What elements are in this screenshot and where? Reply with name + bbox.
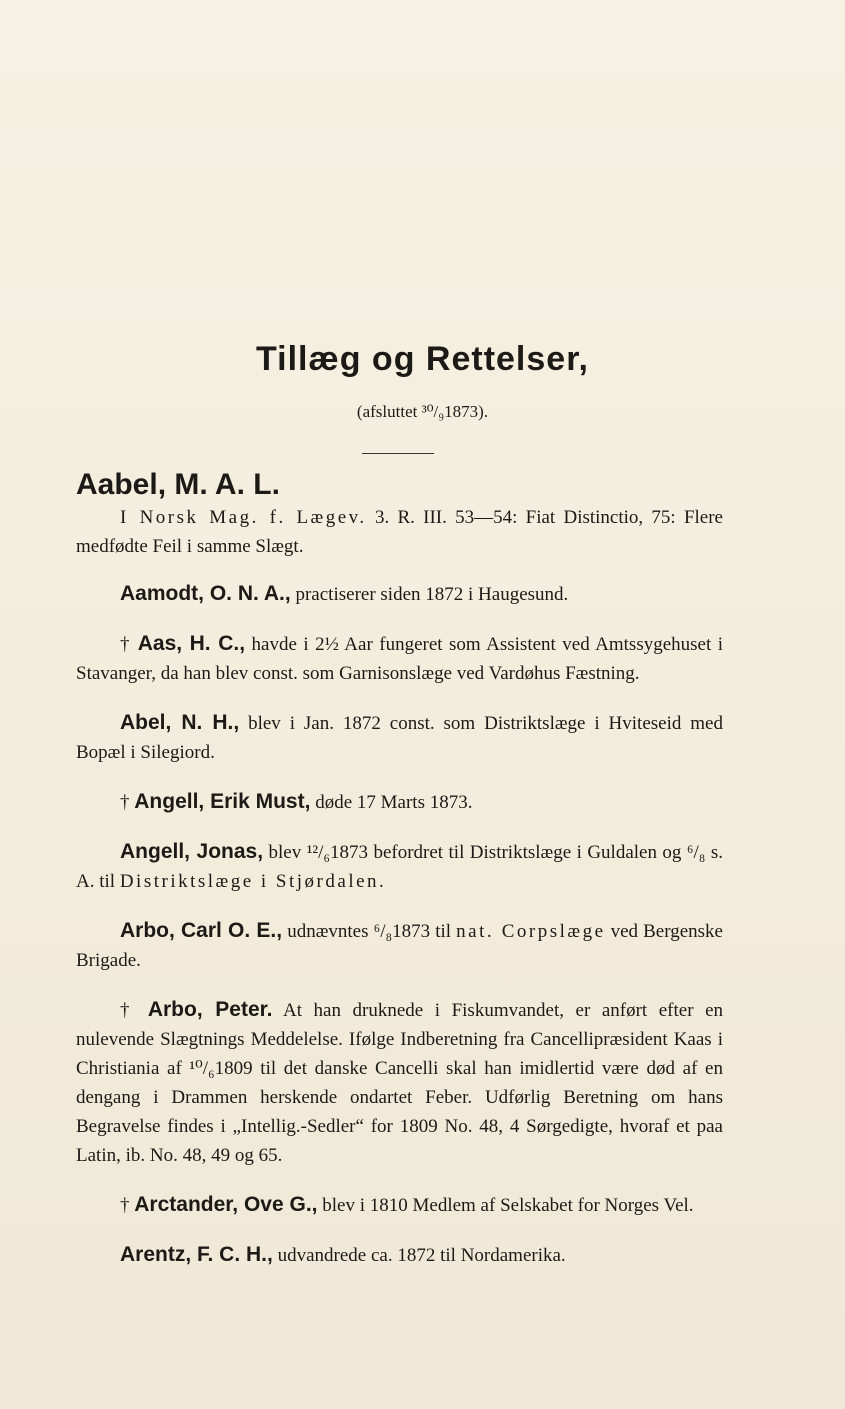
entry-text: døde 17 Marts 1873. [310,792,473,813]
entry-text: blev i Jan. 1872 const. som Distriktslæge i Hviteseid med Bopæl i Silegiord. [76,713,723,763]
entry-angell-jonas [76,837,723,896]
entry-name: Arctander, Ove G., [134,1193,318,1216]
entry-text-spaced: I Norsk Mag. f. Lægev. [120,507,367,528]
entry-name: Aabel, M. A. L. [76,468,280,501]
entry-aas [76,629,723,688]
entry-name: Arentz, F. C. H., [120,1243,273,1266]
page-title: Tillæg og Rettelser, [255,340,589,378]
page-subtitle: (afsluttet ³⁰/₉1873). [356,402,489,421]
entry-text: blev i 1810 Medlem af Selskabet for Norges Vel. [317,1195,694,1216]
entry-text: blev ¹²/₆1873 befordret til Distriktslæge i Guldalen og ⁶/₈ s. A. til [76,842,723,892]
entry-text: At han druknede i Fiskumvandet, er anført efter en nulevende Slægtnings Meddelelse. Ifølge Indberetning fra Cancellipræsident Kaas i Christiania af ¹⁰/₆1809 til det danske Cancelli skal han imidlertid være død af en dengang i Drammen herskende ondartet Feber. Udførlig Beretning om hans Begravelse findes i „Intellig.-Sedler“ for 1809 No. 48, 4 Sørgedigte, hvoraf et paa Latin, ib. No. 48, 49 og 65. [76,1000,724,1166]
entry-text: udnævntes ⁶/₈1873 til [282,921,457,942]
entry-name: Abel, N. H., [120,711,240,734]
title-divider [362,453,434,454]
entry-name: Arbo, Carl O. E., [120,919,283,942]
entry-list [76,470,723,1290]
entry-name: Arbo, Peter. [147,998,273,1021]
entry-arctander [76,1190,723,1220]
entry-text: havde i 2½ Aar fungeret som Assistent ved Amtssygehuset i Stavanger, da han blev const. som Garnisonslæge ved Vardøhus Fæstning. [76,634,724,684]
entry-text: practiserer siden 1872 i Haugesund. [290,584,569,605]
dagger-mark: † [120,634,132,655]
entry-aamodt [76,579,723,609]
entry-abel [76,708,723,767]
entry-name: Angell, Jonas, [120,840,264,863]
entry-text-spaced: nat. Corpslæge [456,921,606,942]
entry-aabel [76,470,723,561]
entry-name: Aamodt, O. N. A., [120,582,291,605]
entry-text-spaced: Distriktslæge i Stjørdalen. [119,871,387,892]
entry-arbo-peter [76,995,723,1170]
entry-text: udvandrede ca. 1872 til Nordamerika. [272,1245,566,1266]
entry-name: Aas, H. C., [137,632,246,655]
entry-arbo-carl [76,916,723,975]
entry-arentz [76,1240,723,1270]
dagger-mark: † [120,1000,137,1021]
entry-text: 3. R. III. 53—54: Fiat Distinctio, 75: Flere medfødte Feil i samme Slægt. [76,507,723,557]
entry-name: Angell, Erik Must, [134,790,311,813]
entry-text: ved Bergenske Brigade. [76,921,723,971]
entry-angell-erik [76,787,723,817]
dagger-mark: † [120,1195,130,1216]
dagger-mark: † [120,792,130,813]
entry-body [76,503,723,561]
